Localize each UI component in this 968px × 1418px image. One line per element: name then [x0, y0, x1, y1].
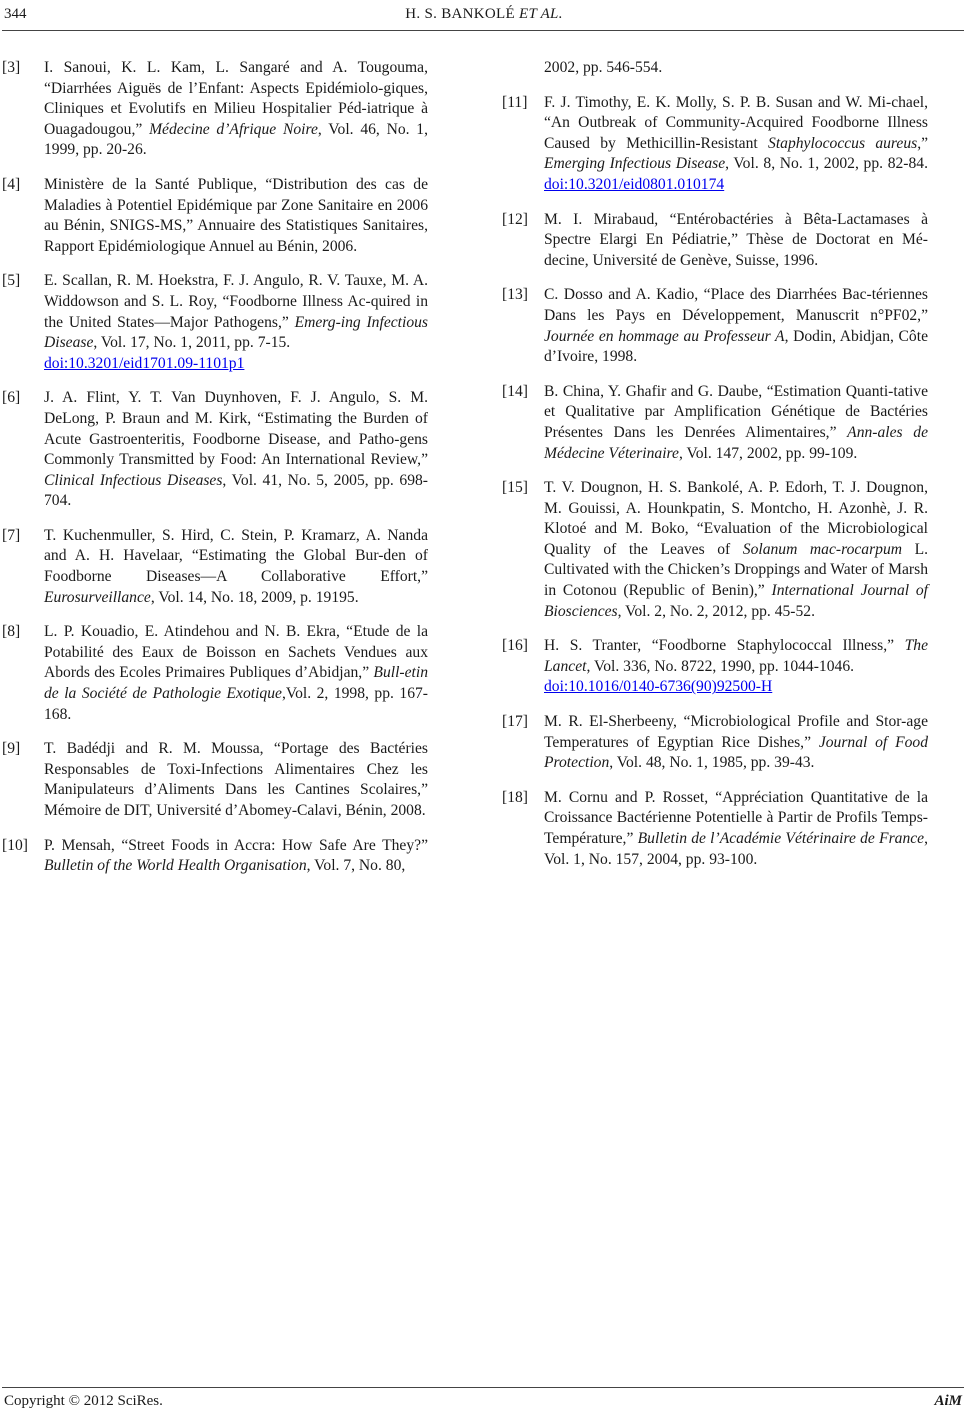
running-head	[0, 6, 968, 23]
reference-text-segment: B. China, Y. Ghafir and G. Daube, “Estimation Quanti-tative et Qualitative par Amplification Génétique de Bactéries Présentes Dans les Denrées Alimentaires,”	[544, 382, 928, 441]
reference-text	[44, 526, 428, 608]
reference-text	[544, 478, 928, 622]
reference-text-segment: , Vol. 7, No. 80,	[306, 857, 406, 875]
reference-text-segment: , Vol. 46, No. 1, 1999, pp. 20-26.	[44, 120, 428, 159]
reference-source-title: Journée en hommage au Professeur A	[544, 327, 785, 345]
reference-item	[2, 388, 428, 512]
reference-number: [17]	[502, 713, 528, 731]
reference-text-segment: , Vol. 48, No. 1, 1985, pp. 39-43.	[609, 754, 815, 772]
reference-text-segment: F. J. Timothy, E. K. Molly, S. P. B. Susan and W. Mi-chael, “An Outbreak of Community-Acquired Foodborne Illness Caused by Methicillin-Resistant	[544, 93, 928, 152]
reference-text-segment: , Vol. 336, No. 8722, 1990, pp. 1044-1046.	[586, 657, 855, 675]
reference-item	[502, 93, 928, 196]
reference-text	[44, 739, 428, 821]
reference-number: [15]	[502, 479, 528, 497]
reference-item	[502, 712, 928, 774]
reference-source-title: Bulletin of the World Health Organisation	[44, 857, 307, 875]
reference-number: [14]	[502, 382, 528, 400]
reference-number: [5]	[2, 272, 21, 290]
reference-source-title: International Journal of Biosciences	[544, 582, 928, 620]
reference-item	[2, 271, 428, 374]
reference-text-segment: , Vol. 147, 2002, pp. 99-109.	[678, 444, 858, 462]
reference-text	[44, 836, 428, 877]
reference-number: [16]	[502, 637, 528, 655]
reference-item	[2, 175, 428, 257]
reference-text-segment: , Dodin, Abidjan, Côte d’Ivoire, 1998.	[544, 327, 928, 366]
reference-text	[544, 636, 928, 698]
reference-number: [4]	[2, 175, 21, 193]
reference-source-title: Bulletin de l’Académie Vétérinaire de France	[637, 830, 925, 847]
reference-continuation: 2002, pp. 546-554.	[544, 59, 663, 76]
reference-source-title: Médecine d’Afrique Noire	[149, 120, 318, 138]
reference-text-segment: J. A. Flint, Y. T. Van Duynhoven, F. J. Angulo, S. M. DeLong, P. Braun and M. Kirk, “Estimating the Burden of Acute Gastroenteritis, Foodborne Disease, and Patho-gens Commonly Transmitted by Food: An International Review,”	[44, 389, 428, 469]
reference-text	[544, 382, 928, 464]
reference-text-segment: , Vol. 2, No. 2, 2012, pp. 45-52.	[617, 602, 815, 620]
reference-number: [8]	[2, 623, 21, 641]
reference-number: [3]	[2, 59, 21, 76]
reference-text-segment: I. Sanoui, K. L. Kam, L. Sangaré and A. Tougouma, “Diarrhées Aiguës de l’Enfant: Aspects Epidémiolo-giques, Cliniques et Evolutifs en Milieu Hospitalier Péd-iatrique à Ouagadougou,”	[44, 59, 428, 138]
reference-source-title: Bull-etin de la Société de Pathologie Exotique	[44, 664, 428, 703]
reference-source-title: Eurosurveillance	[44, 588, 151, 606]
reference-text-segment: L. Cultivated with the Chicken’s Droppings and Water of Marsh in Cotonou (Republic of Benin),”	[544, 540, 929, 600]
reference-text-segment: L. P. Kouadio, E. Atindehou and N. B. Ekra, “Etude de la Potabilité des Eaux de Boisson en Sachets Vendues aux Abords des Ecoles Primaires Publiques d’Abidjan,”	[44, 623, 428, 682]
reference-item	[2, 58, 428, 161]
reference-text	[44, 58, 428, 161]
page-footer	[0, 1390, 968, 1410]
reference-source-title: Solanum mac-rocarpum	[742, 540, 903, 558]
page-number: 344	[4, 6, 27, 22]
reference-text-segment: ,”	[917, 134, 929, 152]
doi-link[interactable]: doi:10.3201/eid1701.09-1101p1	[44, 354, 245, 372]
copyright-notice: Copyright © 2012 SciRes.	[4, 1393, 163, 1409]
reference-number: [9]	[2, 740, 21, 758]
reference-text-segment: Ministère de la Santé Publique, “Distribution des cas de Maladies à Potentiel Epidémique par Zone Sanitaire en 2006 au Bénin, SNIGS-MS,” Annuaire des Statistiques Sanitaires, Rapport Epidémiologique Annuel au Bénin, 2006.	[44, 175, 428, 255]
running-head-etal: ET AL.	[518, 6, 563, 22]
reference-item	[502, 788, 928, 870]
reference-text-segment: T. Kuchenmuller, S. Hird, C. Stein, P. Kramarz, A. Nanda and A. H. Havelaar, “Estimating the Global Bur-den of Foodborne Diseases—A Collaborative Effort,”	[44, 526, 428, 586]
reference-text-segment: , Vol. 14, No. 18, 2009, p. 19195.	[150, 588, 359, 606]
reference-source-title: Staphylococcus aureus	[768, 134, 918, 152]
reference-text	[544, 285, 928, 367]
doi-link[interactable]: doi:10.1016/0140-6736(90)92500-H	[544, 678, 773, 696]
reference-number: [7]	[2, 526, 21, 544]
reference-text-segment: T. V. Dougnon, H. S. Bankolé, A. P. Edorh, T. J. Dougnon, M. Gouissi, A. Hounkpatin, S. Montcho, H. Azonhè, J. R. Klotoé and M. Boko, “Evaluation of the Microbiological Quality of the Leaves of	[544, 479, 928, 558]
reference-text-segment: M. I. Mirabaud, “Entérobactéries à Bêta-Lactamases à Spectre Elargi En Pédiatrie,” Thèse de Doctorat en Mé-decine, Université de Genève, Suisse, 1996.	[544, 210, 928, 269]
reference-text-segment: ,Vol. 2, 1998, pp. 167-168.	[44, 685, 428, 723]
reference-text-segment: M. R. El-Sherbeeny, “Microbiological Profile and Stor-age Temperatures of Egyptian Rice Dishes,”	[544, 713, 928, 751]
reference-text	[44, 175, 428, 257]
reference-item	[2, 739, 428, 821]
reference-text-segment: P. Mensah, “Street Foods in Accra: How Safe Are They?”	[44, 836, 428, 854]
header-rule	[2, 30, 964, 31]
reference-source-title: Clinical Infectious Diseases	[44, 471, 223, 489]
reference-item	[2, 526, 428, 608]
reference-source-title: Journal of Food Protection	[544, 733, 928, 772]
reference-source-title: Ann-ales de Médecine Véterinaire	[544, 423, 928, 462]
reference-item	[502, 210, 928, 272]
reference-text-segment: , Vol. 41, No. 5, 2005, pp. 698-704.	[44, 471, 428, 510]
reference-text	[44, 622, 428, 725]
reference-text-segment: , Vol. 17, No. 1, 2011, pp. 7-15.	[93, 334, 291, 352]
running-head-authors: H. S. BANKOLÉ	[405, 6, 515, 22]
reference-source-title: The Lancet	[544, 637, 928, 675]
reference-number: [13]	[502, 286, 528, 304]
reference-text	[44, 388, 428, 512]
reference-text-segment: M. Cornu and P. Rosset, “Appréciation Quantitative de la Croissance Bactérienne Potentielle à Partir de Profils Temps-Température,”	[544, 788, 928, 847]
reference-number: [11]	[502, 93, 528, 111]
reference-source-title: Emerg-ing Infectious Disease	[44, 313, 428, 352]
reference-item	[502, 636, 928, 698]
reference-source-title: Emerging Infectious Disease	[544, 155, 726, 173]
reference-text	[544, 210, 928, 272]
reference-text	[44, 271, 428, 374]
reference-item	[502, 478, 928, 622]
page-header	[0, 6, 968, 28]
reference-text-segment: , Vol. 8, No. 1, 2002, pp. 82-84.	[725, 155, 928, 173]
reference-item	[2, 622, 428, 725]
doi-link[interactable]: doi:10.3201/eid0801.010174	[544, 175, 725, 193]
reference-text-segment: H. S. Tranter, “Foodborne Staphylococcal Illness,”	[544, 637, 905, 655]
footer-rule	[2, 1387, 964, 1388]
reference-text	[544, 93, 928, 196]
reference-number: [12]	[502, 210, 528, 228]
reference-text	[544, 788, 928, 870]
reference-text-segment: C. Dosso and A. Kadio, “Place des Diarrhées Bac-tériennes Dans les Pays en Développement, Manuscrit n°PF02,”	[544, 286, 928, 324]
reference-item	[502, 285, 928, 367]
reference-number: [6]	[2, 389, 21, 407]
reference-text	[544, 712, 928, 774]
reference-text-segment: E. Scallan, R. M. Hoekstra, F. J. Angulo, R. V. Tauxe, M. A. Widdowson and S. L. Roy, “Foodborne Illness Ac-quired in the United States—Major Pathogens,”	[44, 272, 428, 331]
reference-number: [10]	[2, 836, 28, 854]
journal-abbreviation: AiM	[934, 1393, 962, 1409]
reference-text-segment: , Vol. 1, No. 157, 2004, pp. 93-100.	[544, 830, 928, 868]
references-right-column	[502, 58, 928, 884]
reference-item	[502, 382, 928, 464]
reference-number: [18]	[502, 788, 528, 806]
reference-item	[2, 836, 428, 877]
reference-text-segment: T. Badédji and R. M. Moussa, “Portage des Bactéries Responsables de Toxi-Infections Alimentaires Chez les Manipulateurs d’Aliments Dans les Cantines Scolaires,” Mémoire de DIT, Université d’Abomey-Calavi, Bénin, 2008.	[44, 740, 428, 819]
references-left-column	[2, 58, 428, 891]
